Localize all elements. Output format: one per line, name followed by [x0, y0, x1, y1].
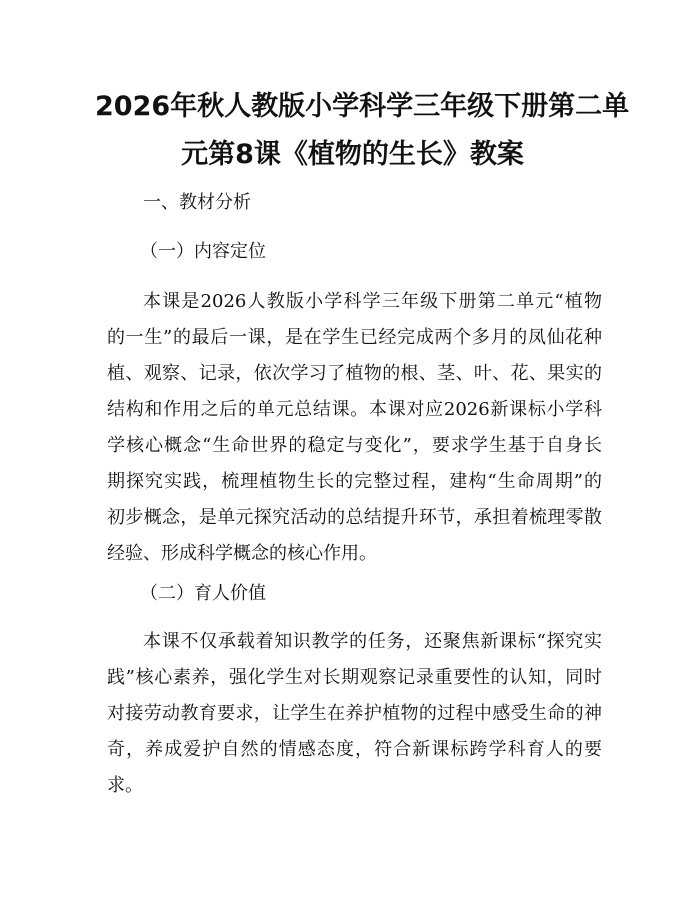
paragraph-line: 期探究实践，梳理植物生长的完整过程，建构“生命周期”的 — [107, 471, 602, 492]
paragraph-educational-value — [107, 624, 602, 804]
paragraph-line: 本课是2026人教版小学科学三年级下册第二单元“植物 — [143, 291, 602, 312]
paragraph-line: 的一生”的最后一课，是在学生已经完成两个多月的凤仙花种 — [107, 327, 602, 348]
paragraph-line: 对接劳动教育要求，让学生在养护植物的过程中感受生命的神 — [107, 703, 602, 724]
paragraph-line: 奇，养成爱护自然的情感态度，符合新课标跨学科育人的要 — [107, 739, 602, 760]
subsection-heading-educational-value: （二）育人价值 — [140, 583, 266, 604]
section-heading-textbook-analysis: 一、教材分析 — [143, 192, 251, 213]
paragraph-line: 本课不仅承载着知识教学的任务，还聚焦新课标“探究实 — [143, 631, 602, 652]
paragraph-line: 学核心概念“生命世界的稳定与变化”，要求学生基于自身长 — [107, 435, 602, 456]
paragraph-line: 践”核心素养，强化学生对长期观察记录重要性的认知，同时 — [107, 667, 602, 688]
paragraph-content-positioning — [107, 284, 602, 572]
subsection-heading-content-positioning: （一）内容定位 — [140, 241, 266, 262]
paragraph-line: 求。 — [107, 775, 143, 796]
document-title-line-1: 2026年秋人教版小学科学三年级下册第二单 — [95, 91, 630, 122]
document-title-line-2: 元第8课《植物的生长》教案 — [181, 139, 524, 170]
paragraph-line: 结构和作用之后的单元总结课。本课对应2026新课标小学科 — [107, 399, 602, 420]
paragraph-line: 初步概念，是单元探究活动的总结提升环节，承担着梳理零散 — [107, 507, 602, 528]
paragraph-line: 经验、形成科学概念的核心作用。 — [107, 543, 377, 564]
paragraph-line: 植、观察、记录，依次学习了植物的根、茎、叶、花、果实的 — [107, 363, 602, 384]
